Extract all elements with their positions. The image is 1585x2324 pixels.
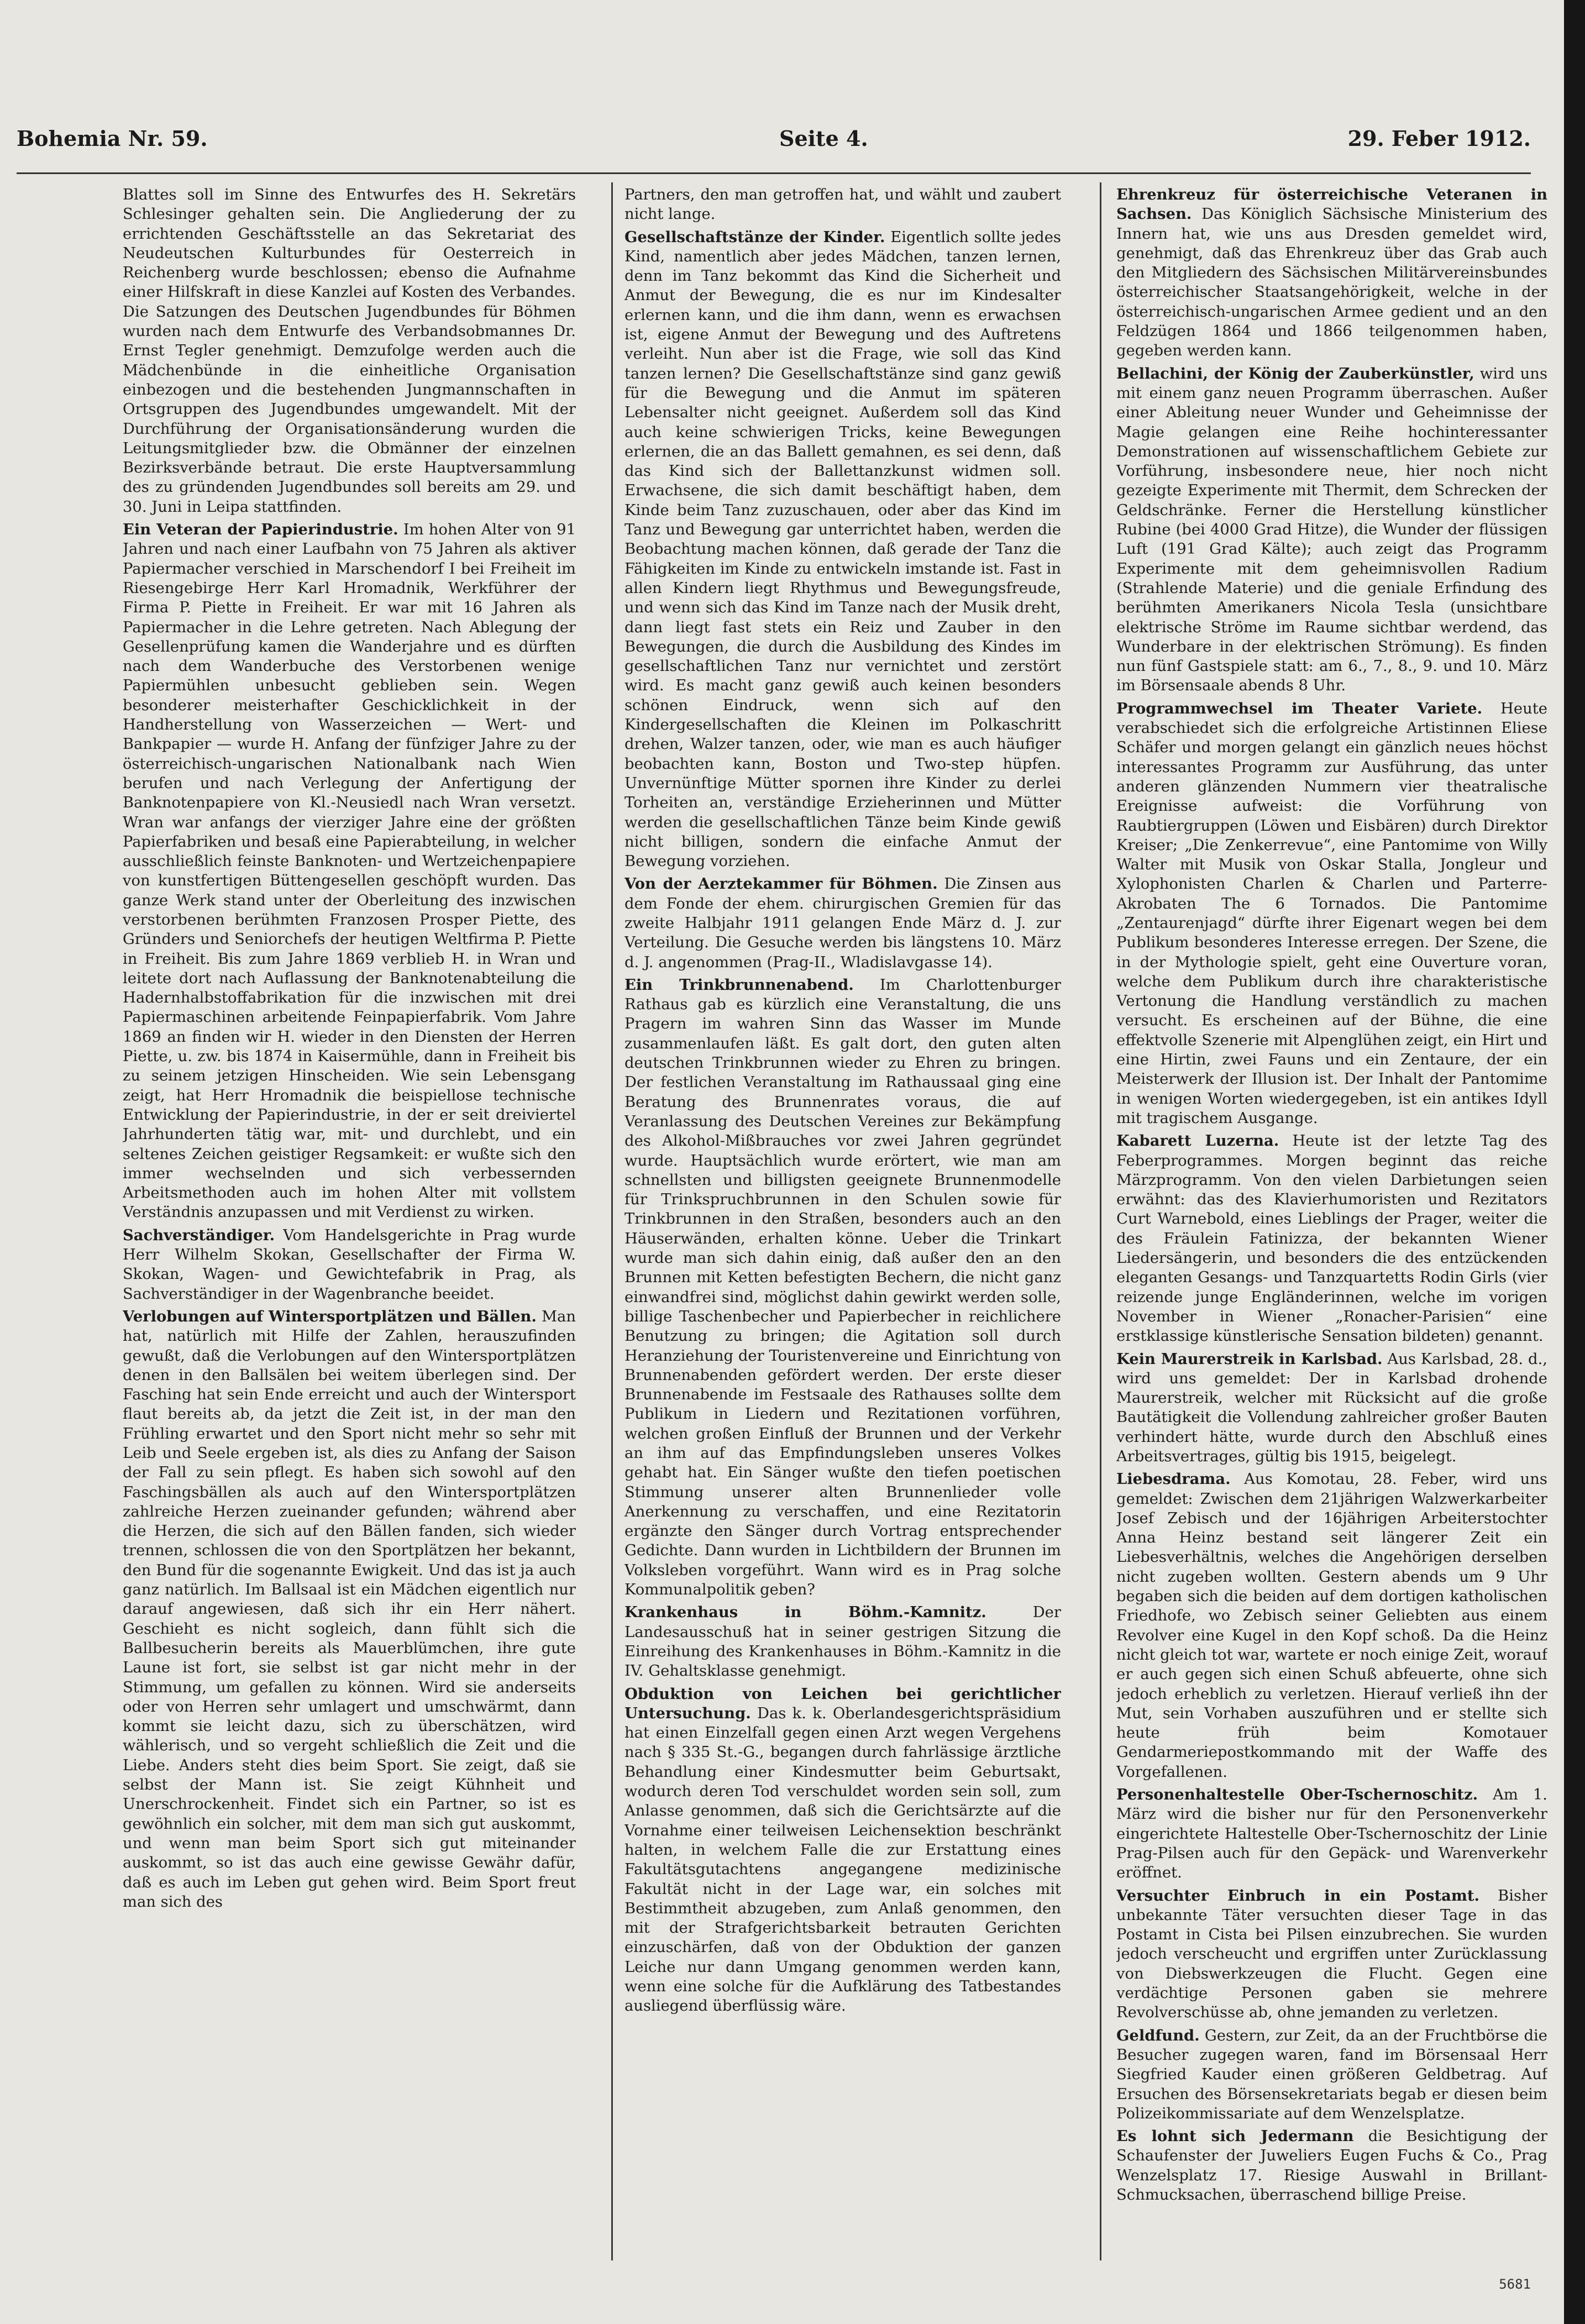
article-body: wird uns mit einem ganz neuen Programm überraschen. Außer einer Ableitung neuer Wunder und Geheimnisse der Magie gelangen eine Reihe hochinteressanter Demonstrationen auf wissenschaftlichem Gebiete zur Vorführung, insbesondere neue, hier noch nicht gezeigte Experimente mit Thermit, dem Schrecken der Geldschränke. Ferner die Herstellung künstlicher Rubine (bei 4000 Grad Hitze), die Wunder der flüssigen Luft (191 Grad Kälte); auch zeigt das Programm Experimente mit dem geheimnisvollen Radium (Strahlende Materie) und die geniale Erfindung des berühmten Amerikaners Nicola Tesla (unsichtbare elektrische Ströme im Raume sichtbar werdend, das Wunderbare in der elektrischen Strömung). Es finden nun fünf Gastspiele statt: am 6., 7., 8., 9. und 10. März im Börsensaale abends 8 Uhr. [1116,365,1547,695]
article-title: Es lohnt sich Jedermann [1116,2127,1354,2145]
article-title: Kabarett Luzerna. [1116,1132,1279,1150]
article [624,874,1061,972]
article-body: Im hohen Alter von 91 Jahren und nach einer Laufbahn von 75 Jahren als aktiver Papiermacher verschied in Marschendorf I bei Freiheit im Riesengebirge Herr Karl Hromadnik, Werkführer der Firma P. Piette in Freiheit. Er war mit 16 Jahren als Papiermacher in die Lehre getreten. Nach Ablegung der Gesellenprüfung kamen die Wanderjahre und es dürften nach dem Wanderbuche des Verstorbenen wenige Papiermühlen unbesucht geblieben sein. Wegen besonderer meisterhafter Geschicklichkeit in der Handherstellung von Wasserzeichen — Wert- und Bankpapier — wurde H. Anfang der fünfziger Jahre zu der österreichisch-ungarischen Nationalbank nach Wien berufen und nach Verlegung der Anfertigung der Banknotenpapiere von Kl.-Neusiedl nach Wran versetzt. Wran war anfangs der vierziger Jahre eine der größten Papierfabriken und besaß eine Papierabteilung, in welcher ausschließlich feinste Banknoten- und Wertzeichenpapiere von kunstfertigen Büttengesellen geschöpft wurden. Das ganze Werk stand unter der Oberleitung des inzwischen verstorbenen berühmten Franzosen Prosper Piette, des Gründers und Seniorchefs der heutigen Weltfirma P. Piette in Freiheit. Bis zum Jahre 1869 verblieb H. in Wran und leitete dort nach Auflassung der Banknotenabteilung die Hadernhalbstoffabrikation für die inzwischen mit drei Papiermaschinen arbeitende Feinpapierfabrik. Vom Jahre 1869 an finden wir H. wieder in den Diensten der Herren Piette, u. zw. bis 1874 in Kaisermühle, dann in Freiheit bis zu seinem jetzigen Hinscheiden. Wie sein Lebensgang zeigt, hat Herr Hromadnik die beispiellose technische Entwicklung der Papierindustrie, in der er seit dreiviertel Jahrhunderten tätig war, mit- und durchlebt, und ein seltenes Zeichen geistiger Regsamkeit: er wußte sich den immer wechselnden und sich verbessernden Arbeitsmethoden auch im hohen Alter mit vollstem Verständnis anzupassen und mit Verdienst zu wirken. [123,521,576,1221]
page-number: Seite 4. [779,126,868,151]
article-title: Von der Aerztekammer für Böhmen. [624,875,938,893]
article-body: Am 1. März wird die bisher nur für den Personenverkehr eingerichtete Haltestelle Ober-Tschernoschitz der Linie Prag-Pilsen auch für den Gepäck- und Warenverkehr eröffnet. [1116,1786,1547,1882]
article [123,1307,576,1912]
article-title: Sachverständiger. [123,1226,275,1244]
article [1116,699,1547,1129]
article [1116,1131,1547,1346]
article-body: Eigentlich sollte jedes Kind, namentlich aber jedes Mädchen, tanzen lernen, denn im Tanz bekommt das Kind die Sicherheit und Anmut der Bewegung, die es nur im Kindesalter erlernen kann, und die ihm dann, wenn es erwachsen ist, eigene Anmut der Bewegung und des Auftretens verleiht. Nun aber ist die Frage, wie soll das Kind tanzen lernen? Die Gesellschaftstänze sind ganz gewiß für die Bewegung und die Anmut im späteren Lebensalter nicht geeignet. Außerdem soll das Kind auch keine schwierigen Tricks, keine Bewegungen erlernen, die an das Ballett gemahnen, es sei denn, daß das Kind sich der Ballettanzkunst widmen soll. Erwachsene, die sich damit beschäftigt haben, dem Kinde beim Tanz zuzuschauen, oder aber das Kind im Tanz und Bewegung gar unterrichtet haben, werden die Beobachtung machen können, daß gerade der Tanz die Fähigkeiten im Kinde zu entwickeln imstande ist. Fast in allen Kindern liegt Rhythmus und Bewegungsfreude, und wenn sich das Kind im Tanze nach der Musik dreht, dann liegt fast stets ein Reiz und Zauber in den Bewegungen, die durch die Ausbildung des Kindes im gesellschaftlichen Tanz nur vernichtet und zerstört wird. Es macht ganz gewiß auch keinen besonders schönen Eindruck, wenn sich auf den Kindergesellschaften die Kleinen im Polkaschritt drehen, Walzer tanzen, oder, wie man es auch häufiger beobachten kann, Boston und Two-step hüpfen. Unvernünftige Mütter spornen ihre Kinder zu derlei Torheiten an, verständige Erzieherinnen und Mütter werden die gesellschaftlichen Tänze beim Kinde gewiß nicht billigen, sondern die einfache Anmut der Bewegung vorziehen. [624,228,1061,870]
article-body: Bisher unbekannte Täter versuchten dieser Tage in das Postamt in Cista bei Pilsen einzubrechen. Sie wurden jedoch verscheucht und ergriffen unter Zurücklassung von Diebswerkzeugen die Flucht. Gegen eine verdächtige Personen gaben sie mehrere Revolverschüsse ab, ohne jemanden zu verletzen. [1116,1887,1547,2022]
article-body: Die Zinsen aus dem Fonde der ehem. chirurgischen Gremien für das zweite Halbjahr 1911 gelangen Ende März d. J. zur Verteilung. Die Gesuche werden bis längstens 10. März d. J. angenommen (Prag-II., Wladislavgasse 14). [624,875,1061,971]
article-title: Versuchter Einbruch in ein Postamt. [1116,1886,1480,1905]
column-divider [611,182,613,2260]
article [624,185,1061,224]
article [123,1226,576,1304]
article-title: Ein Veteran der Papierindustrie. [123,521,398,539]
article-title: Liebesdrama. [1116,1470,1231,1488]
article-body: Gestern, zur Zeit, da an der Fruchtbörse die Besucher zugegen waren, fand im Börsensaal Herr Siegfried Kauder einen größeren Geldbetrag. Auf Ersuchen des Börsensekretariats begab er diesen beim Polizeikommissariate auf dem Wenzelsplatze. [1116,2027,1547,2122]
article-body: Heute verabschiedet sich die erfolgreiche Artistinnen Eliese Schäfer und morgen gelangt ein gänzlich neues höchst interessantes Programm zur Ausführung, das unter anderen glänzenden Nummern vier theatralische Ereignisse aufweist: die Vorführung von Raubtiergruppen (Löwen und Eisbären) durch Direktor Kreiser; „Die Zenkerrevue“, eine Pantomime von Willy Walter mit Musik von Oskar Stalla, Jongleur und Xylophonisten Charlen & Charlen und Parterre-Akrobaten The 6 Tornados. Die Pantomime „Zentaurenjagd“ dürfte ihrer Eigenart wegen bei dem Publikum besonderes Interesse erregen. Der Szene, die in der Mythologie spielt, geht eine Ouverture voran, welche dem Publikum durch ihre charakteristische Vertonung die Handlung verständlich zu machen versucht. Es erscheinen auf der Bühne, die eine effektvolle Szenerie mit Alpenglühen zeigt, ein Hirt und eine Hirtin, zwei Fauns und ein Zentaure, der ein Meisterwerk der Illusion ist. Der Inhalt der Pantomime in wenigen Worten wiedergegeben, ist ein antikes Idyll mit tragischem Ausgange. [1116,700,1547,1127]
article [624,1603,1061,1681]
article-title: Bellachini, der König der Zauberkünstler, [1116,364,1474,382]
article-title: Verlobungen auf Wintersportplätzen und Bällen. [123,1307,537,1325]
article-title: Gesellschaftstänze der Kinder. [624,228,885,246]
article-title: Obduktion von Leichen bei gerichtlicher Untersuchung. [624,1685,1061,1722]
article-body: die Besichtigung der Schaufenster der Juweliers Eugen Fuchs & Co., Prag Wenzelsplatz 17. Riesige Auswahl in Brillant-Schmucksachen, überraschend billige Preise. [1116,2128,1547,2204]
issue-number: Bohemia Nr. 59. [17,126,208,151]
print-mark: 5681 [1499,2276,1531,2292]
article-body: Aus Komotau, 28. Feber, wird uns gemeldet: Zwischen dem 21jährigen Walzwerkarbeiter Josef Zebisch und der 16jährigen Arbeiterstochter Anna Heinz bestand seit längerer Zeit ein Liebesverhältnis, welches die Angehörigen derselben nicht zugeben wollten. Gestern abends um 9 Uhr begaben sich die beiden auf dem dortigen katholischen Friedhofe, wo Zebisch seiner Geliebten aus einem Revolver eine Kugel in den Kopf schoß. Da die Heinz nicht gleich tot war, wartete er noch einige Zeit, worauf er auch gegen sich einen Schuß abfeuerte, ohne sich jedoch erheblich zu verletzen. Hierauf verließ ihn der Mut, sein Vorhaben auszuführen und er stellte sich heute früh beim Komotauer Gendarmeriepostkommando mit der Waffe des Vorgefallenen. [1116,1471,1547,1781]
article [123,185,576,517]
article [1116,2026,1547,2123]
article [624,1685,1061,2016]
article [1116,2127,1547,2205]
article [1116,1785,1547,1882]
article-body: Blattes soll im Sinne des Entwurfes des H. Sekretärs Schlesinger gehalten sein. Die Angliederung der zu errichtenden Geschäftsstelle an das Sekretariat des Neudeutschen Kulturbundes für Oesterreich in Reichenberg wurde beschlossen; ebenso die Aufnahme einer Hilfskraft in diese Kanzlei auf Kosten des Verbandes. Die Satzungen des Deutschen Jugendbundes für Böhmen wurden nach dem Entwurfe des Verbandsobmannes Dr. Ernst Tegler genehmigt. Demzufolge werden auch die Mädchenbünde in die einheitliche Organisation einbezogen und die bestehenden Jungmannschaften in Ortsgruppen des Jugendbundes umgewandelt. Mit der Durchführung der Organisationsänderung wurden die Leitungsmitglieder bzw. die Obmänner der einzelnen Bezirksverbände betraut. Die erste Hauptversammlung des zu gründenden Jugendbundes soll bereits am 29. und 30. Juni in Leipa stattfinden. [123,186,576,516]
scan-edge [1564,0,1585,2324]
header-rule [17,172,1531,174]
article-title: Kein Maurerstreik in Karlsbad. [1116,1350,1383,1368]
article-body: Vom Handelsgerichte in Prag wurde Herr Wilhelm Skokan, Gesellschafter der Firma W. Skokan, Wagen- und Gewichtefabrik in Prag, als Sachverständiger in der Wagenbranche beeidet. [123,1226,576,1303]
issue-date: 29. Feber 1912. [1347,126,1531,151]
article [1116,185,1547,361]
article-title: Personenhaltestelle Ober-Tschernoschitz. [1116,1786,1478,1804]
article [624,228,1061,872]
column-divider [1100,182,1101,2260]
article-body: Aus Karlsbad, 28. d., wird uns gemeldet: Der in Karlsbad drohende Maurerstreik, welcher mit Rücksicht auf die große Bautätigkeit die Vollendung zahlreicher großer Bauten verhindert hätte, wurde durch den Abschluß eines Arbeitsvertrages, gültig bis 1915, beigelegt. [1116,1350,1547,1465]
article-title: Ehrenkreuz für österreichische Veteranen in Sachsen. [1116,186,1547,223]
article-body: Der Landesausschuß hat in seiner gestrigen Sitzung die Einreihung des Krankenhauses in Böhm.-Kamnitz in die IV. Gehaltsklasse genehmigt. [624,1604,1061,1680]
article [1116,1886,1547,2023]
article-title: Ein Trinkbrunnenabend. [624,975,854,994]
article-body: Partners, den man getroffen hat, und wählt und zaubert nicht lange. [624,186,1061,223]
column-2 [624,185,1061,2263]
article-title: Krankenhaus in Böhm.-Kamnitz. [624,1603,986,1622]
article-title: Geldfund. [1116,2026,1200,2044]
article [624,975,1061,1600]
column-3 [1116,185,1547,2263]
article [1116,1350,1547,1467]
page-header [17,120,1531,159]
article [1116,1470,1547,1782]
article-body: Man hat, natürlich mit Hilfe der Zahlen, herauszufinden gewußt, daß die Verlobungen auf den Wintersportplätzen denen in den Ballsälen bei weitem überlegen sind. Der Fasching hat sein Ende erreicht und auch der Wintersport flaut bereits ab, da jetzt die Zeit ist, in der man den Frühling erwartet und den Sport nicht mehr so sehr mit Leib und Seele ergeben ist, als dies zu Anfang der Saison der Fall zu sein pflegt. Es haben sich sowohl auf den Faschingsbällen als auch auf den Wintersportplätzen zahlreiche Herzen zueinander gefunden; während aber die Herzen, die sich auf den Bällen fanden, sich wieder trennen, schlossen die von den Sportplätzen her bekannt, den Bund für die sogenannte Ewigkeit. Und das ist ja auch ganz natürlich. Im Ballsaal ist ein Mädchen eigentlich nur darauf angewiesen, daß sich ihr ein Herr nähert. Geschieht es nicht sogleich, dann fühlt sich die Ballbesucherin bereits als Mauerblümchen, ihre gute Laune ist fort, sie selbst ist gar nicht mehr in der Stimmung, um gefallen zu können. Wird sie anderseits oder von Herren sehr umlagert und umschwärmt, dann kommt sie leicht dazu, sich zu überschätzen, wird wählerisch, und so vergeht schließlich die Zeit und die Liebe. Anders steht dies beim Sport. Sie zeigt, daß sie selbst der Mann ist. Sie zeigt Kühnheit und Unerschrockenheit. Findet sich ein Partner, so ist es gewöhnlich ein solcher, mit dem man sich gut auskommt, und wenn man beim Sport sich gut miteinander auskommt, so ist das auch eine gewisse Gewähr dafür, daß es auch im Leben gut gehen wird. Beim Sport freut man sich des [123,1308,576,1911]
article-title: Programmwechsel im Theater Variete. [1116,699,1483,717]
article [1116,364,1547,696]
article [123,520,576,1223]
article-body: Heute ist der letzte Tag des Feberprogrammes. Morgen beginnt das reiche Märzprogramm. Von den vielen Darbietungen seien erwähnt: das des Klavierhumoristen und Rezitators Curt Warnebold, eines Lieblings der Prager, weiter die des Fräulein Fatinizza, der bekannten Wiener Liedersängerin, und besonders die des entzückenden eleganten Gesangs- und Tanzquartetts Rodin Girls (vier reizende junge Engländerinnen, welche im vorigen November in Wiener „Ronacher-Parisien“ eine erstklassige künstlerische Sensation bildeten) genannt. [1116,1132,1547,1345]
article-body: Im Charlottenburger Rathaus gab es kürzlich eine Veranstaltung, die uns Pragern im wahren Sinn das Wasser im Munde zusammenlaufen läßt. Es galt dort, den guten alten deutschen Trinkbrunnen wieder zu Ehren zu bringen. Der festlichen Veranstaltung im Rathaussaal ging eine Beratung des Brunnenrates voraus, die auf Veranlassung des Deutschen Vereines zur Bekämpfung des Alkohol-Mißbrauches vor zwei Jahren gegründet wurde. Hauptsächlich wurde erörtert, wie man am schnellsten und billigsten geeignete Brunnenmodelle für Trinkspruchbrunnen in den Schulen sowie für Trinkbrunnen in den Straßen, besonders auch an den Häuserwänden, erhalten könne. Ueber die Trinkart wurde man sich dahin einig, daß außer den an den Brunnen mit Ketten befestigten Bechern, die nicht ganz einwandfrei sind, möglichst dahin gewirkt werden solle, billige Taschenbecher und Papierbecher in reichlichere Benutzung zu bringen; die Agitation soll durch Heranziehung der Touristenvereine und Einrichtung von Brunnenabenden gefördert werden. Der erste dieser Brunnenabende im Festsaale des Rathauses sollte dem Publikum in Liedern und Rezitationen vorführen, welchen großen Einfluß der Brunnen und der Verkehr an ihm auf das Empfindungsleben unseres Volkes gehabt hat. Ein Sänger wußte den tiefen poetischen Stimmung unserer alten Brunnenlieder volle Anerkennung zu verschaffen, und eine Rezitatorin ergänzte den Sänger durch Vortrag entsprechender Gedichte. Dann wurden in Lichtbildern der Brunnen im Volksleben vorgeführt. Wann wird es in Prag solche Kommunalpolitik geben? [624,976,1061,1599]
article-body: Das Königlich Sächsische Ministerium des Innern hat, wie uns aus Dresden gemeldet wird, genehmigt, daß das Ehrenkreuz über das Grab auch den Mitgliedern des Sächsischen Militärvereinsbundes österreichischer Staatsangehörigkeit, welche in der österreichisch-ungarischen Armee gedient und an den Feldzügen 1864 und 1866 teilgenommen haben, gegeben werden kann. [1116,206,1547,360]
article-body: Das k. k. Oberlandesgerichtspräsidium hat einen Einzelfall gegen einen Arzt wegen Vergehens nach § 335 St.-G., begangen durch fahrlässige ärztliche Behandlung einer Kindesmutter beim Geburtsakt, wodurch deren Tod verschuldet worden sein soll, zum Anlasse genommen, daß sich die Gerichtsärzte auf die Vornahme einer teilweisen Leichensektion beschränkt halten, in welchem Falle die zur Erstattung eines Fakultätsgutachtens angegangene medizinische Fakultät nicht in der Lage war, ein solches mit Bestimmtheit abzugeben, zum Anlaß genommen, den mit der Strafgerichtsbarkeit betrauten Gerichten einzuschärfen, daß von der Obduktion der ganzen Leiche nur dann Umgang genommen werden kann, wenn eine solche für die Aufklärung des Tatbestandes ausliegend überflüssig wäre. [624,1704,1061,2015]
column-1 [123,185,576,2263]
